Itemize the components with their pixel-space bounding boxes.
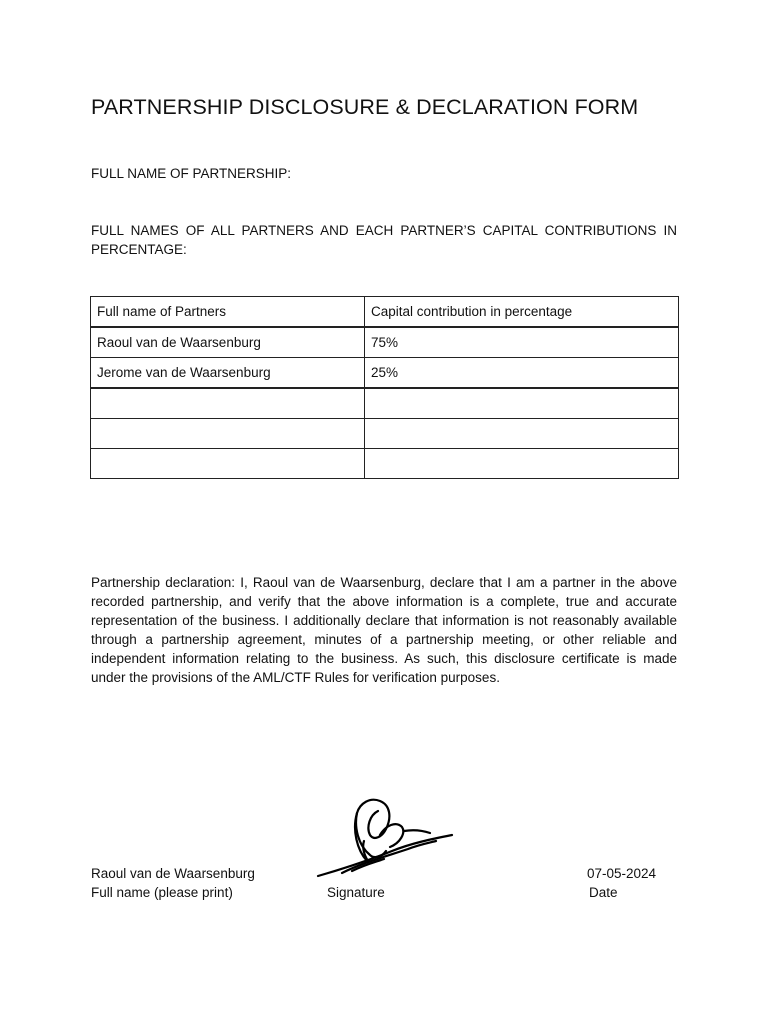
- capital-contribution-cell: [365, 419, 679, 449]
- signoff-signature-caption: Signature: [327, 885, 385, 900]
- table-row: [91, 327, 679, 358]
- partner-name-cell: [91, 388, 365, 419]
- form-title: PARTNERSHIP DISCLOSURE & DECLARATION FORM: [91, 95, 639, 119]
- table-row: [91, 419, 679, 449]
- capital-contribution-cell: 25%: [365, 358, 679, 389]
- partnership-declaration: Partnership declaration: I, Raoul van de Waarsenburg, declare that I am a partner in the above recorded partnership, and verify that the above information is a complete, true and accurate representation of the business. I additionally declare that information is not reasonably available through a partnership agreement, minutes of a partnership meeting, or other reliable and independent information relating to the business. As such, this disclosure certificate is made under the provisions of the AML/CTF Rules for verification purposes.: [91, 575, 677, 685]
- capital-contribution-cell: [365, 449, 679, 479]
- signoff-date-caption: Date: [589, 885, 618, 900]
- table-row: [91, 358, 679, 389]
- signoff-full-name: Raoul van de Waarsenburg: [91, 866, 255, 881]
- signoff-date: 07-05-2024: [587, 866, 657, 881]
- partnership-name-label: FULL NAME OF PARTNERSHIP:: [91, 166, 292, 181]
- table-row: [91, 388, 679, 419]
- partner-name-cell: [91, 419, 365, 449]
- signoff-full-name-caption: Full name (please print): [91, 885, 233, 900]
- partner-name-cell: Jerome van de Waarsenburg: [91, 358, 365, 389]
- partners-label: FULL NAMES OF ALL PARTNERS AND EACH PARTNER’S CAPITAL CONTRIBUTIONS IN PERCENTAGE:: [91, 223, 677, 257]
- partners-table: [90, 296, 679, 479]
- capital-contribution-cell: [365, 388, 679, 419]
- partner-name-cell: [91, 449, 365, 479]
- signoff-date-block: [587, 864, 656, 902]
- partner-name-cell: Raoul van de Waarsenburg: [91, 327, 365, 358]
- table-header-row: [91, 297, 679, 328]
- handwritten-signature: [312, 795, 457, 880]
- capital-contribution-cell: 75%: [365, 327, 679, 358]
- table-row: [91, 449, 679, 479]
- header-partner-name: Full name of Partners: [91, 297, 365, 328]
- header-capital-contribution: Capital contribution in percentage: [365, 297, 679, 328]
- signoff-name-block: [91, 864, 255, 902]
